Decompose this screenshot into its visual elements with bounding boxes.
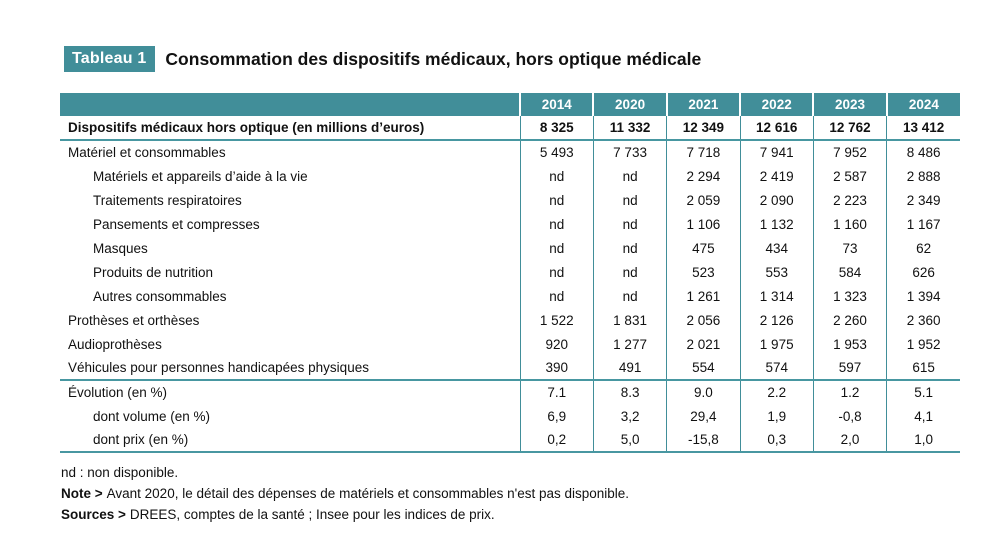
cell-value: 1 953 [813, 332, 886, 356]
cell-value: 1 277 [593, 332, 666, 356]
cell-value: 8.3 [593, 380, 666, 404]
table-row [60, 308, 960, 332]
cell-value: 434 [740, 236, 813, 260]
cell-value: 1,9 [740, 404, 813, 428]
row-label: Produits de nutrition [93, 264, 214, 280]
row-label: Évolution (en %) [68, 385, 168, 400]
cell-value: nd [593, 164, 666, 188]
cell-value: 11 332 [593, 116, 666, 140]
cell-value: 1 106 [667, 212, 740, 236]
row-label: Prothèses et orthèses [68, 312, 200, 328]
cell-value: nd [520, 284, 593, 308]
cell-value: 1,0 [887, 428, 960, 452]
table-body [60, 116, 960, 452]
cell-value: nd [593, 260, 666, 284]
cell-value: 1 522 [520, 308, 593, 332]
table-row [60, 212, 960, 236]
cell-value: 475 [667, 236, 740, 260]
cell-value: 1.2 [813, 380, 886, 404]
cell-value: nd [520, 260, 593, 284]
cell-value: 920 [520, 332, 593, 356]
cell-value: 626 [887, 260, 960, 284]
cell-value: 13 412 [887, 116, 960, 140]
cell-value: 491 [593, 356, 666, 380]
year-column-header: 2022 [740, 93, 813, 116]
year-column-header: 2014 [520, 93, 593, 116]
cell-value: nd [593, 212, 666, 236]
cell-value: 2 587 [813, 164, 886, 188]
cell-value: 1 132 [740, 212, 813, 236]
document-title: Consommation des dispositifs médicaux, hors optique médicale [165, 48, 702, 69]
cell-value: 1 261 [667, 284, 740, 308]
row-label: Masques [93, 240, 148, 256]
cell-value: 1 160 [813, 212, 886, 236]
cell-value: 12 762 [813, 116, 886, 140]
cell-value: 3,2 [593, 404, 666, 428]
cell-value: 8 325 [520, 116, 593, 140]
cell-value: 5 493 [520, 140, 593, 164]
cell-value: nd [593, 188, 666, 212]
cell-value: 2 059 [667, 188, 740, 212]
cell-value: 2 260 [813, 308, 886, 332]
cell-value: 1 314 [740, 284, 813, 308]
table-row [60, 140, 960, 164]
table-row [60, 164, 960, 188]
table-row [60, 404, 960, 428]
table-notes [61, 462, 960, 525]
cell-value: 2 360 [887, 308, 960, 332]
cell-value: nd [520, 164, 593, 188]
table-header-row [60, 93, 960, 116]
row-label: Pansements et compresses [93, 216, 260, 232]
cell-value: 2 126 [740, 308, 813, 332]
year-column-header: 2021 [667, 93, 740, 116]
note-line-nd [61, 462, 960, 483]
year-column-header: 2024 [887, 93, 960, 116]
row-label: Matériels et appareils d’aide à la vie [93, 168, 308, 184]
consumption-table [60, 93, 960, 453]
cell-value: nd [520, 188, 593, 212]
cell-value: 1 975 [740, 332, 813, 356]
cell-value: 0,3 [740, 428, 813, 452]
cell-value: 584 [813, 260, 886, 284]
cell-value: 553 [740, 260, 813, 284]
cell-value: 29,4 [667, 404, 740, 428]
cell-value: 12 349 [667, 116, 740, 140]
cell-value: 9.0 [667, 380, 740, 404]
table-number-badge: Tableau 1 [64, 46, 155, 72]
cell-value: 2 090 [740, 188, 813, 212]
document-title-row [64, 46, 960, 72]
cell-value: 7 733 [593, 140, 666, 164]
table-row [60, 332, 960, 356]
cell-value: 73 [813, 236, 886, 260]
cell-value: 2 056 [667, 308, 740, 332]
cell-value: nd [520, 212, 593, 236]
cell-value: -0,8 [813, 404, 886, 428]
cell-value: 2.2 [740, 380, 813, 404]
cell-value: 7 941 [740, 140, 813, 164]
note-prefix: Note > [61, 486, 103, 501]
year-column-header: 2023 [813, 93, 886, 116]
table-row [60, 284, 960, 308]
cell-value: 1 952 [887, 332, 960, 356]
row-label: dont prix (en %) [60, 428, 520, 452]
cell-value: 1 831 [593, 308, 666, 332]
cell-value: 1 394 [887, 284, 960, 308]
cell-value: 2 294 [667, 164, 740, 188]
table-row [60, 116, 960, 140]
label-column-header [60, 93, 520, 116]
row-label: dont volume (en %) [93, 408, 211, 424]
cell-value: 2 419 [740, 164, 813, 188]
note-prefix: Sources > [61, 507, 126, 522]
year-column-header: 2020 [593, 93, 666, 116]
row-label: Audioprothèses [68, 336, 162, 352]
cell-value: 7 718 [667, 140, 740, 164]
cell-value: 4,1 [887, 404, 960, 428]
table-row [60, 380, 960, 404]
cell-value: 5.1 [887, 380, 960, 404]
row-label: Traitements respiratoires [93, 192, 242, 208]
cell-value: 1 167 [887, 212, 960, 236]
cell-value: 5,0 [593, 428, 666, 452]
cell-value: 615 [887, 356, 960, 380]
cell-value: 2,0 [813, 428, 886, 452]
row-label: Véhicules pour personnes handicapées physiques [60, 356, 520, 380]
cell-value: 7.1 [520, 380, 593, 404]
table-row [60, 356, 960, 380]
note-text: Avant 2020, le détail des dépenses de matériels et consommables n'est pas disponible. [106, 486, 630, 501]
cell-value: 6,9 [520, 404, 593, 428]
cell-value: 523 [667, 260, 740, 284]
cell-value: 2 888 [887, 164, 960, 188]
cell-value: nd [520, 236, 593, 260]
table-row [60, 188, 960, 212]
table-row [60, 428, 960, 452]
table-row [60, 260, 960, 284]
cell-value: 390 [520, 356, 593, 380]
cell-value: 597 [813, 356, 886, 380]
cell-value: 2 349 [887, 188, 960, 212]
row-label: Dispositifs médicaux hors optique (en millions d’euros) [60, 116, 520, 140]
note-line-note [61, 483, 960, 504]
cell-value: -15,8 [667, 428, 740, 452]
note-text: DREES, comptes de la santé ; Insee pour les indices de prix. [129, 507, 495, 522]
row-label: Autres consommables [93, 288, 227, 304]
note-line-sources [61, 504, 960, 525]
cell-value: 2 223 [813, 188, 886, 212]
cell-value: nd [593, 284, 666, 308]
cell-value: 554 [667, 356, 740, 380]
table-row [60, 236, 960, 260]
cell-value: 62 [887, 236, 960, 260]
cell-value: 7 952 [813, 140, 886, 164]
cell-value: 0,2 [520, 428, 593, 452]
cell-value: 1 323 [813, 284, 886, 308]
cell-value: nd [593, 236, 666, 260]
row-label: Matériel et consommables [68, 145, 226, 160]
cell-value: 2 021 [667, 332, 740, 356]
cell-value: 8 486 [887, 140, 960, 164]
cell-value: 574 [740, 356, 813, 380]
cell-value: 12 616 [740, 116, 813, 140]
note-text: nd : non disponible. [61, 465, 179, 480]
